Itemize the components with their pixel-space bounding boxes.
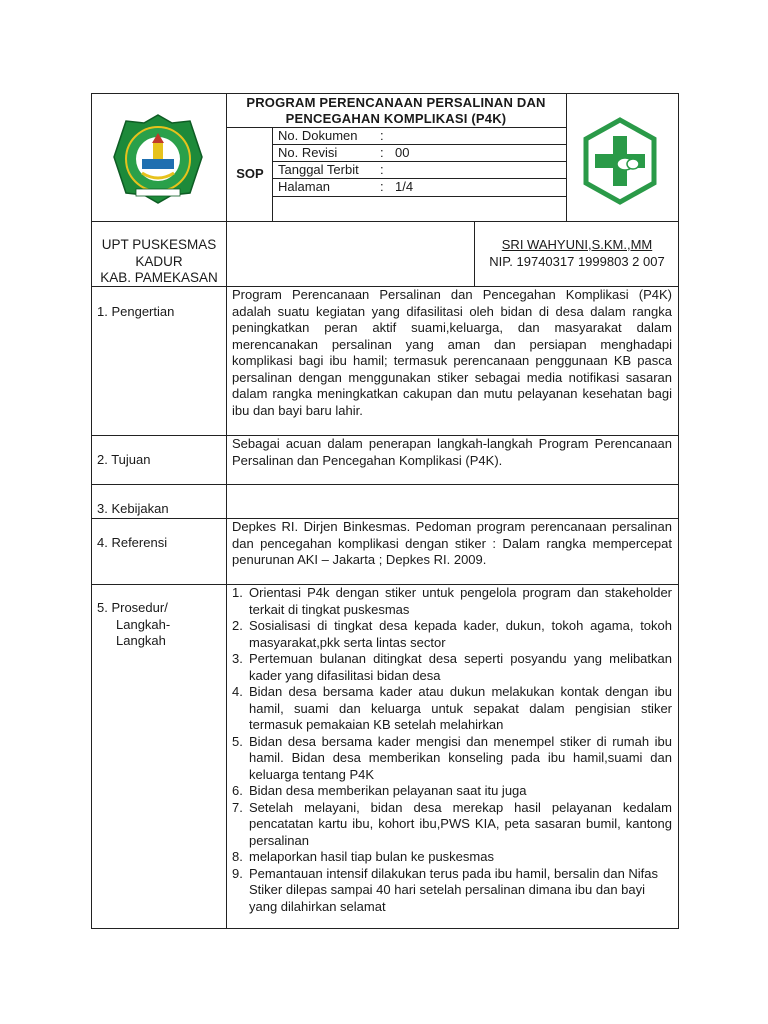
section-label-pengertian: 1. Pengertian xyxy=(97,304,175,319)
procedure-step xyxy=(232,651,672,684)
signer-name: SRI WAHYUNI,S.KM.,MM xyxy=(501,237,653,252)
section-text-referensi: Depkes RI. Dirjen Binkesmas. Pedoman program perencanaan persalinan dan pencegahan komplikasi dengan stiker : Dalam rangka mempercepat penurunan AKI – Jakarta ; Depkes RI. 2009. xyxy=(232,519,672,567)
org-name xyxy=(92,237,226,287)
section-text-tujuan: Sebagai acuan dalam penerapan langkah-langkah Program Perencanaan Persalinan dan Pencegahan Komplikasi (P4K). xyxy=(232,436,672,468)
signer-nip: NIP. 19740317 1999803 2 007 xyxy=(489,253,665,269)
header-right-divider xyxy=(566,93,567,221)
signer-divider xyxy=(474,221,475,286)
section-label-prosedur-line1: 5. Prosedur/ xyxy=(97,600,168,615)
procedure-step-number: 4. xyxy=(232,684,243,699)
meta-sep: : xyxy=(380,179,384,194)
table-border-bottom xyxy=(91,928,679,929)
table-border-right xyxy=(678,93,679,929)
section-label-prosedur-line2: Langkah- xyxy=(116,616,171,632)
procedure-step-number: 2. xyxy=(232,618,243,633)
procedure-step xyxy=(232,684,672,734)
meta-value-no-revisi: 00 xyxy=(395,145,410,160)
procedure-list-container xyxy=(232,585,672,915)
procedure-step xyxy=(232,866,672,883)
row-divider-header xyxy=(91,221,679,222)
org-name-line3: KAB. PAMEKASAN xyxy=(100,270,218,285)
title-divider xyxy=(226,127,566,128)
sop-divider xyxy=(272,127,273,221)
procedure-step-number: 5. xyxy=(232,733,243,749)
org-name-line1: UPT PUSKESMAS xyxy=(101,237,217,252)
procedure-step-number: 8. xyxy=(232,849,243,864)
procedure-step xyxy=(232,849,672,866)
procedure-step-text: Bidan desa bersama kader mengisi dan menempel stiker di rumah ibu hamil. Bidan desa memberikan konseling pada ibu hamil,suami dan keluarga tentang P4K xyxy=(249,733,672,782)
meta-label-tanggal-terbit: Tanggal Terbit xyxy=(278,162,359,177)
procedure-step-text: Orientasi P4k dengan stiker untuk pengelola program dan stakeholder terkait di tingkat puskesmas xyxy=(249,585,672,617)
section-label-prosedur xyxy=(97,600,170,650)
procedure-step-number: 9. xyxy=(232,865,243,881)
section-label-kebijakan: 3. Kebijakan xyxy=(97,501,169,516)
procedure-note: Stiker dilepas sampai 40 hari setelah persalinan dimana ibu dan bayi yang dilahirkan selamat xyxy=(249,882,646,914)
meta-divider-4 xyxy=(272,196,566,197)
puskesmas-logo-icon xyxy=(580,116,660,206)
sop-label: SOP xyxy=(236,166,264,181)
procedure-step-number: 1. xyxy=(232,585,243,600)
regency-emblem-icon xyxy=(112,113,204,205)
meta-sep: : xyxy=(380,128,384,143)
procedure-step xyxy=(232,618,672,651)
document-title xyxy=(228,95,564,127)
procedure-step xyxy=(232,783,672,800)
document-title-line1: PROGRAM PERENCANAAN PERSALINAN DAN xyxy=(246,95,546,110)
org-name-line2: KADUR xyxy=(135,253,183,269)
document-title-line2: PENCEGAHAN KOMPLIKASI (P4K) xyxy=(285,111,507,126)
section-label-referensi: 4. Referensi xyxy=(97,535,168,550)
section-text-pengertian: Program Perencanaan Persalinan dan Pencegahan Komplikasi (P4K) adalah suatu kegiatan yang difasilitasi oleh bidan di desa dalam rangka peningkatkan peran aktif suami,keluarga, dan masyarakat dalam merencanakan persalinan yang aman dan persiapan menghadapi komplikasi bagi ibu hamil; termasuk perencanaan penggunaan KB pasca persalinan dengan menggunakan stiker sebagai media notifikasi sasaran dalam rangka meningkatkan cakupan dan mutu pelayanan kesehatan bagi ibu dan bayi baru lahir. xyxy=(232,287,672,418)
meta-sep: : xyxy=(380,162,384,177)
table-border-left xyxy=(91,93,92,929)
procedure-step-text: Pertemuan bulanan ditingkat desa seperti posyandu yang melibatkan kader yang difasilitasi bidan desa xyxy=(249,651,672,683)
meta-sep: : xyxy=(380,145,384,160)
procedure-step-text: Bidan desa bersama kader atau dukun melakukan kontak dengan ibu hamil, suami dan keluarga untuk sepakat dalam pengisian stiker termasuk pemakaian KB setelah melahirkan xyxy=(249,684,672,732)
procedure-list xyxy=(232,585,672,882)
procedure-step xyxy=(232,800,672,850)
procedure-step-number: 7. xyxy=(232,799,243,815)
column-divider xyxy=(226,93,227,929)
procedure-step-number: 6. xyxy=(232,783,243,798)
meta-label-halaman: Halaman xyxy=(278,179,331,194)
meta-label-no-dokumen: No. Dokumen xyxy=(278,128,358,143)
procedure-step-text: Setelah melayani, bidan desa merekap hasil pelayanan kedalam pencatatan kartu ibu, kohort ibu,PWS KIA, peta sasaran bumil, kantong persalinan xyxy=(249,799,672,848)
procedure-step-text: Pemantauan intensif dilakukan terus pada ibu hamil, bersalin dan Nifas xyxy=(249,865,659,881)
signer-block xyxy=(476,237,678,270)
table-border-top xyxy=(91,93,679,94)
procedure-step xyxy=(232,585,672,618)
procedure-step-text: Sosialisasi di tingkat desa kepada kader, dukun, tokoh agama, tokoh masyarakat,pkk serta lintas sector xyxy=(249,618,672,650)
row-divider-tujuan xyxy=(91,484,679,485)
section-label-prosedur-line3: Langkah xyxy=(116,633,166,648)
procedure-step-text: melaporkan hasil tiap bulan ke puskesmas xyxy=(249,849,494,864)
meta-label-no-revisi: No. Revisi xyxy=(278,145,338,160)
meta-value-halaman: 1/4 xyxy=(395,179,414,194)
section-label-tujuan: 2. Tujuan xyxy=(97,452,151,467)
procedure-step-text: Bidan desa memberikan pelayanan saat itu juga xyxy=(249,783,527,798)
procedure-step xyxy=(232,734,672,784)
procedure-step-number: 3. xyxy=(232,651,243,666)
